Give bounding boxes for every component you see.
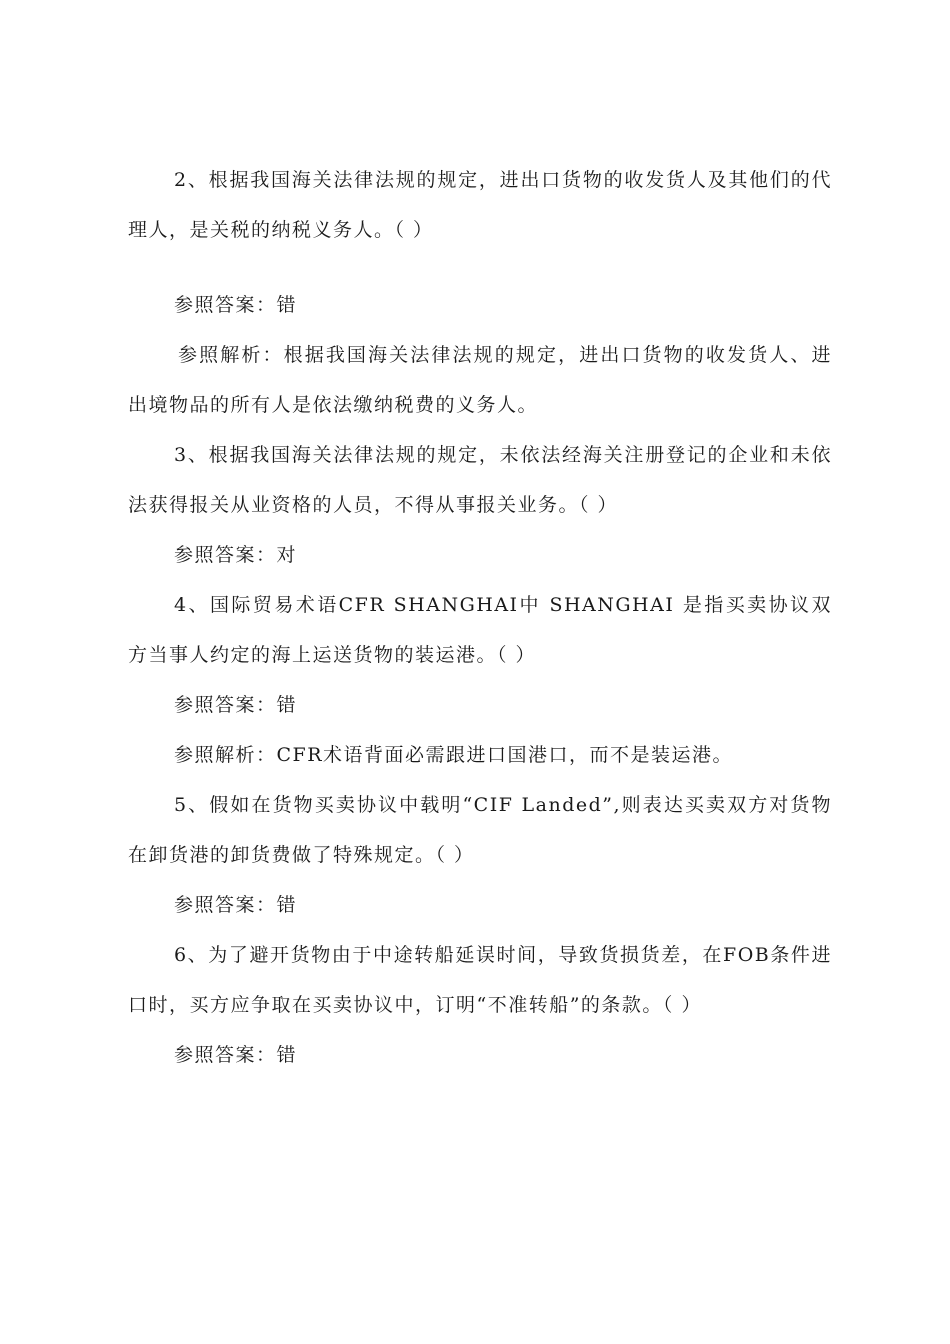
analysis-2: 参照解析：根据我国海关法律法规的规定，进出口货物的收发货人、进出境物品的所有人是依法缴纳税费的义务人。 bbox=[128, 344, 832, 416]
question-6: 6、为了避开货物由于中途转船延误时间，导致货损货差，在FOB条件进口时，买方应争取在买卖协议中，订明“不准转船”的条款。（ ） bbox=[128, 944, 832, 1016]
answer-3: 参照答案：对 bbox=[174, 544, 298, 566]
analysis-4: 参照解析：CFR术语背面必需跟进口国港口，而不是装运港。 bbox=[174, 744, 734, 766]
question-3: 3、根据我国海关法律法规的规定，未依法经海关注册登记的企业和未依法获得报关从业资格的人员，不得从事报关业务。（ ） bbox=[128, 444, 832, 516]
answer-4: 参照答案：错 bbox=[174, 694, 298, 716]
question-4: 4、国际贸易术语CFR SHANGHAI中 SHANGHAI 是指买卖协议双方当事人约定的海上运送货物的装运港。（ ） bbox=[128, 594, 832, 666]
question-2: 2、根据我国海关法律法规的规定，进出口货物的收发货人及其他们的代理人，是关税的纳税义务人。（ ） bbox=[128, 169, 832, 241]
question-5: 5、假如在货物买卖协议中载明“CIF Landed”,则表达买卖双方对货物在卸货港的卸货费做了特殊规定。（ ） bbox=[128, 794, 832, 866]
answer-5: 参照答案：错 bbox=[174, 894, 298, 916]
answer-6: 参照答案：错 bbox=[174, 1044, 298, 1066]
answer-2: 参照答案：错 bbox=[174, 294, 298, 316]
